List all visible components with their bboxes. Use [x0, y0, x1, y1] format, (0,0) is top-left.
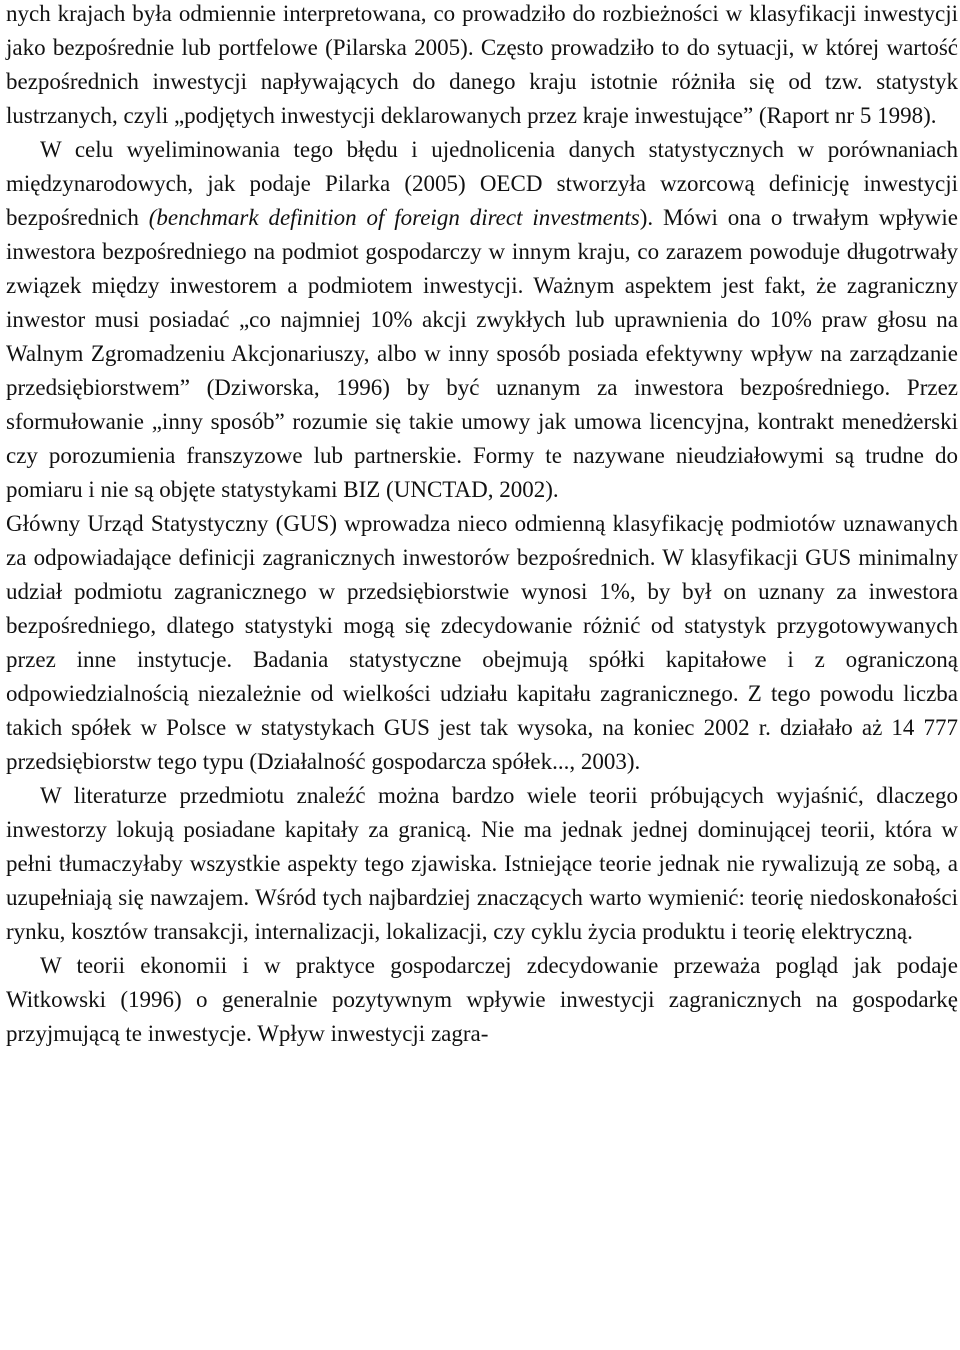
paragraph-3-text: Główny Urząd Statystyczny (GUS) wprowadza nieco odmienną klasyfikację podmiotów uznawanych za odpowiadające definicji zagranicznych inwestorów bezpośrednich. W klasyfikacji GUS minimalny udział podmiotu zagranicznego w przedsiębiorstwie wynosi 1%, by był on uznany za inwestora bezpośredniego, dlatego statystyki mogą się zdecydowanie różnić od statystyk przygotowywanych przez inne instytucje. Badania statystyczne obejmują spółki kapitałowe i z ograniczoną odpowiedzialnością niezależnie od wielkości udziału kapitału zagranicznego. Z tego powodu liczba takich spółek w Polsce w statystykach GUS jest tak wysoka, na koniec 2002 r. działało aż 14 777 przedsiębiorstw tego typu (Działalność gospodarcza spółek..., 2003).	[6, 511, 958, 774]
paragraph-3	[6, 507, 958, 779]
paragraph-2-text-a: W celu wyeliminowania tego błędu i ujednolicenia danych statystycznych w porównaniach międzynarodowych, jak podaje Pilarka (2005) OECD stworzyła wzorcową definicję inwestycji bezpośrednich	[6, 137, 958, 230]
paragraph-2	[6, 133, 958, 507]
paragraph-1	[6, 0, 958, 133]
paragraph-2-text-b: ). Mówi ona o trwałym wpływie inwestora bezpośredniego na podmiot gospodarczy w innym kraju, co zarazem powoduje długotrwały związek między inwestorem a podmiotem inwestycji. Ważnym aspektem jest fakt, że zagraniczny inwestor musi posiadać „co najmniej 10% akcji zwykłych lub uprawnienia do 10% praw głosu na Walnym Zgromadzeniu Akcjonariuszy, albo w inny sposób posiada efektywny wpływ na zarządzanie przedsiębiorstwem” (Dziworska, 1996) by być uznanym za inwestora bezpośredniego. Przez sformułowanie „inny sposób” rozumie się takie umowy jak umowa licencyjna, kontrakt menedżerski czy porozumienia franszyzowe lub partnerskie. Formy te nazywane nieudziałowymi są trudne do pomiaru i nie są objęte statystykami BIZ (UNCTAD, 2002).	[6, 205, 958, 502]
paragraph-1-text: nych krajach była odmiennie interpretowana, co prowadziło do rozbieżności w klasyfikacji inwestycji jako bezpośrednie lub portfelowe (Pilarska 2005). Często prowadziło to do sytuacji, w której wartość bezpośrednich inwestycji napływających do danego kraju istotnie różniła się od tzw. statystyk lustrzanych, czyli „podjętych inwestycji deklarowanych przez kraje inwestujące” (Raport nr 5 1998).	[6, 1, 958, 128]
paragraph-5-text: W teorii ekonomii i w praktyce gospodarczej zdecydowanie przeważa pogląd jak podaje Witkowski (1996) o generalnie pozytywnym wpływie inwestycji zagranicznych na gospodarkę przyjmującą te inwestycje. Wpływ inwestycji zagra-	[6, 953, 958, 1046]
paragraph-4-text: W literaturze przedmiotu znaleźć można bardzo wiele teorii próbujących wyjaśnić, dlaczego inwestorzy lokują posiadane kapitały za granicą. Nie ma jednak jednej dominującej teorii, która w pełni tłumaczyłaby wszystkie aspekty tego zjawiska. Istniejące teorie jednak nie rywalizują ze sobą, a uzupełniają się nawzajem. Wśród tych najbardziej znaczących warto wymienić: teorię niedoskonałości rynku, kosztów transakcji, internalizacji, lokalizacji, czy cyklu życia produktu i teorię elektryczną.	[6, 783, 958, 944]
paragraph-2-italic-term: (benchmark definition of foreign direct investments	[148, 205, 640, 230]
paragraph-4	[6, 779, 958, 949]
paragraph-5	[6, 949, 958, 1051]
